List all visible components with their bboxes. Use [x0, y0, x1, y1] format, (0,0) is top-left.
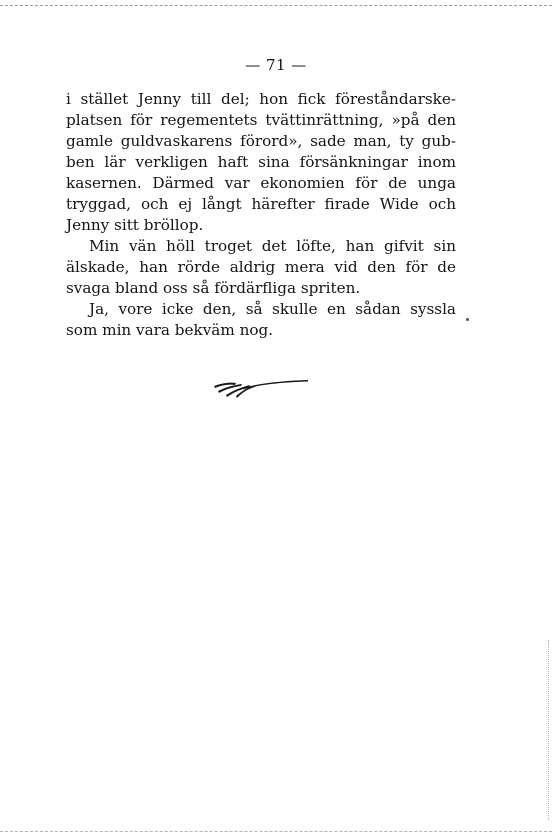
- text-line: gamle guldvaskarens förord», sade man, ty gub-: [66, 132, 456, 150]
- text-line: ben lär verkligen haft sina försänkningar inom: [66, 153, 456, 171]
- text-line: i stället Jenny till del; hon fick föreståndarske-: [66, 90, 456, 108]
- stray-ink-mark: [466, 318, 469, 321]
- text-line: Min vän höll troget det löfte, han gifvit sin: [89, 237, 456, 255]
- text-line: tryggad, och ej långt härefter firade Wide och: [66, 195, 456, 213]
- text-line: svaga bland oss så fördärfliga spriten.: [66, 279, 361, 297]
- text-line: Jenny sitt bröllop.: [66, 216, 204, 234]
- page-edge-right: [548, 640, 549, 820]
- text-line: platsen för regementets tvättinrättning, »på den: [66, 111, 456, 129]
- page-edge-top: [0, 5, 552, 6]
- end-flourish-icon: [212, 374, 312, 400]
- text-line: Ja, vore icke den, så skulle en sådan syssla: [89, 300, 456, 318]
- body-text: [66, 89, 456, 341]
- text-line: älskade, han rörde aldrig mera vid den för de: [66, 258, 456, 276]
- page-edge-bottom: [0, 831, 552, 832]
- text-line: som min vara bekväm nog.: [66, 321, 274, 339]
- page-number: — 71 —: [245, 56, 307, 74]
- text-line: kasernen. Därmed var ekonomien för de unga: [66, 174, 456, 192]
